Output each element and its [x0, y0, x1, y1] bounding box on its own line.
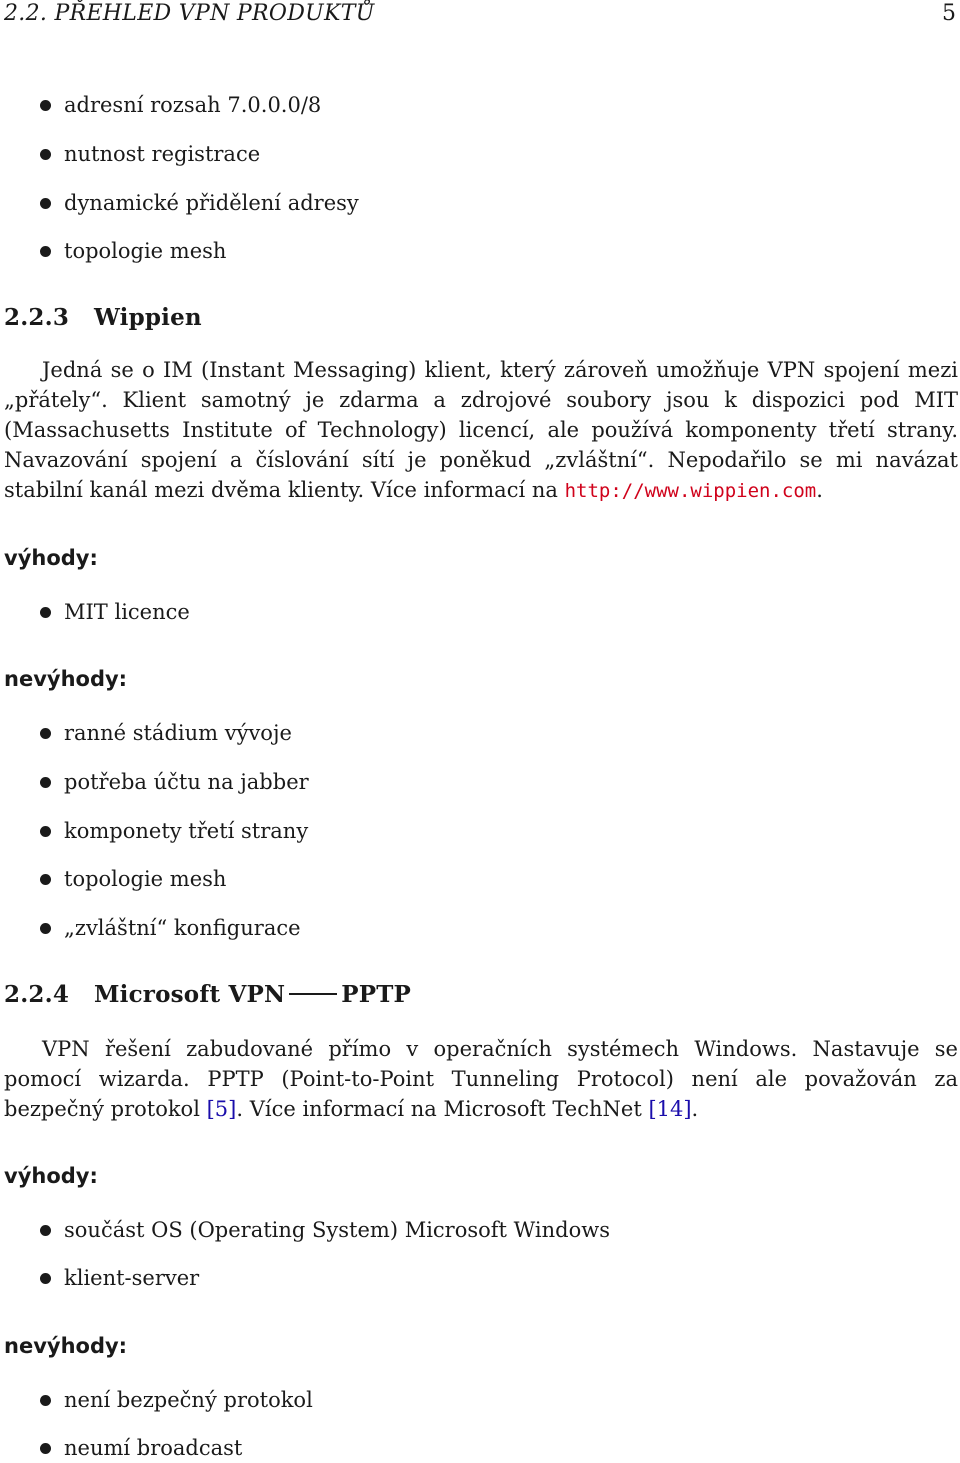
bullet-icon [40, 728, 51, 739]
paragraph-pptp: VPN řešení zabudované přímo v operačních systémech Windows. Nastavuje se pomocí wizarda. PPTP (Point-to-Point Tunneling Protocol) není ale považován za bezpečný protokol [5]. Více informací na Microsoft TechNet [14]. [4, 1037, 958, 1121]
section-heading-pptp [4, 981, 411, 1008]
bullet-icon [40, 198, 51, 209]
section-heading-wippien [4, 304, 202, 331]
bullet-icon [40, 826, 51, 837]
cons-label: nevýhody: [4, 1334, 128, 1358]
section-title: Wippien [94, 304, 202, 331]
wippien-link[interactable]: http://www.wippien.com [564, 480, 817, 502]
bullet-icon [40, 100, 51, 111]
citation-link[interactable]: [14] [648, 1097, 692, 1121]
paragraph-wippien: Jedná se o IM (Instant Messaging) klient, který zároveň umožňuje VPN spojení mezi „přátely“. Klient samotný je zdarma a zdrojové soubory jsou k dispozici pod MIT (Massachusetts Institute of Technology) licencí, ale používá komponenty třetí strany. Navazování spojení a číslování sítí je poněkud „zvláštní“. Nepodařilo se mi navázat stabilní kanál mezi dvěma klienty. Více informací na http://www.wippien.com. [4, 358, 958, 502]
page-number: 5 [942, 1, 956, 26]
bullet-icon [40, 923, 51, 934]
citation-link[interactable]: [5] [206, 1097, 237, 1121]
section-title: Microsoft VPN [94, 981, 286, 1008]
running-header: 2.2. PŘEHLED VPN PRODUKTŮ [4, 1, 375, 26]
pros-label: výhody: [4, 546, 98, 570]
bullet-icon [40, 874, 51, 885]
cons-label: nevýhody: [4, 667, 128, 691]
section-number: 2.2.3 [4, 304, 70, 331]
bullet-icon [40, 1395, 51, 1406]
bullet-icon [40, 1273, 51, 1284]
bullet-icon [40, 246, 51, 257]
pros-label: výhody: [4, 1164, 98, 1188]
bullet-icon [40, 777, 51, 788]
bullet-icon [40, 149, 51, 160]
section-number: 2.2.4 [4, 981, 70, 1008]
bullet-icon [40, 1225, 51, 1236]
em-dash [289, 993, 337, 995]
bullet-icon [40, 1443, 51, 1454]
section-title-suffix: PPTP [341, 981, 412, 1008]
bullet-icon [40, 607, 51, 618]
